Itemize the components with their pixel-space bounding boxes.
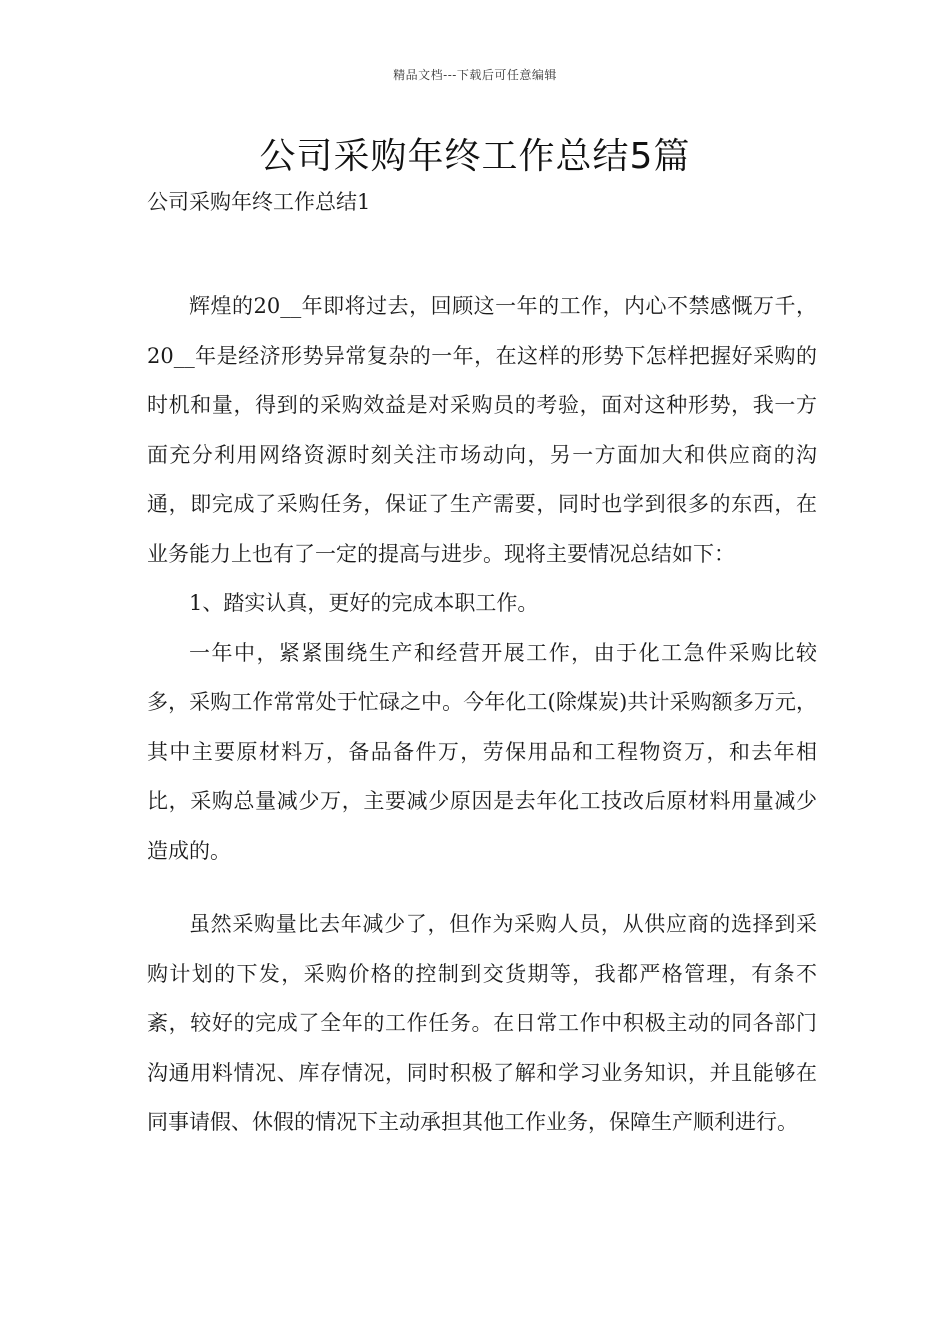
paragraph-point-1: 1、踏实认真，更好的完成本职工作。 — [189, 591, 539, 615]
paragraph-procurement-summary: 一年中，紧紧围绕生产和经营开展工作，由于化工急件采购比较多，采购工作常常处于忙碌之中。今年化工(除煤炭)共计采购额多万元，其中主要原材料万，备品备件万，劳保用品和工程物资万，和去年相比，采购总量减少万，主要减少原因是去年化工技改后原材料用量减少造成的。 — [147, 640, 817, 863]
paragraph-management: 虽然采购量比去年减少了，但作为采购人员，从供应商的选择到采购计划的下发，采购价格的控制到交货期等，我都严格管理，有条不紊，较好的完成了全年的工作任务。在日常工作中积极主动的同各部门沟通用料情况、库存情况，同时积极了解和学习业务知识，并且能够在同事请假、休假的情况下主动承担其他工作业务，保障生产顺利进行。 — [147, 912, 817, 1134]
document-title: 公司采购年终工作总结5篇 — [259, 136, 691, 177]
section-title: 公司采购年终工作总结1 — [147, 190, 371, 214]
header-note: 精品文档---下载后可任意编辑 — [393, 68, 557, 82]
body-text — [147, 282, 817, 1148]
paragraph-intro: 辉煌的20__年即将过去，回顾这一年的工作，内心不禁感慨万千，20__年是经济形势异常复杂的一年，在这样的形势下怎样把握好采购的时机和量，得到的采购效益是对采购员的考验，面对这种形势，我一方面充分利用网络资源时刻关注市场动向，另一方面加大和供应商的沟通，即完成了采购任务，保证了生产需要，同时也学到很多的东西，在业务能力上也有了一定的提高与进步。现将主要情况总结如下： — [147, 294, 817, 566]
